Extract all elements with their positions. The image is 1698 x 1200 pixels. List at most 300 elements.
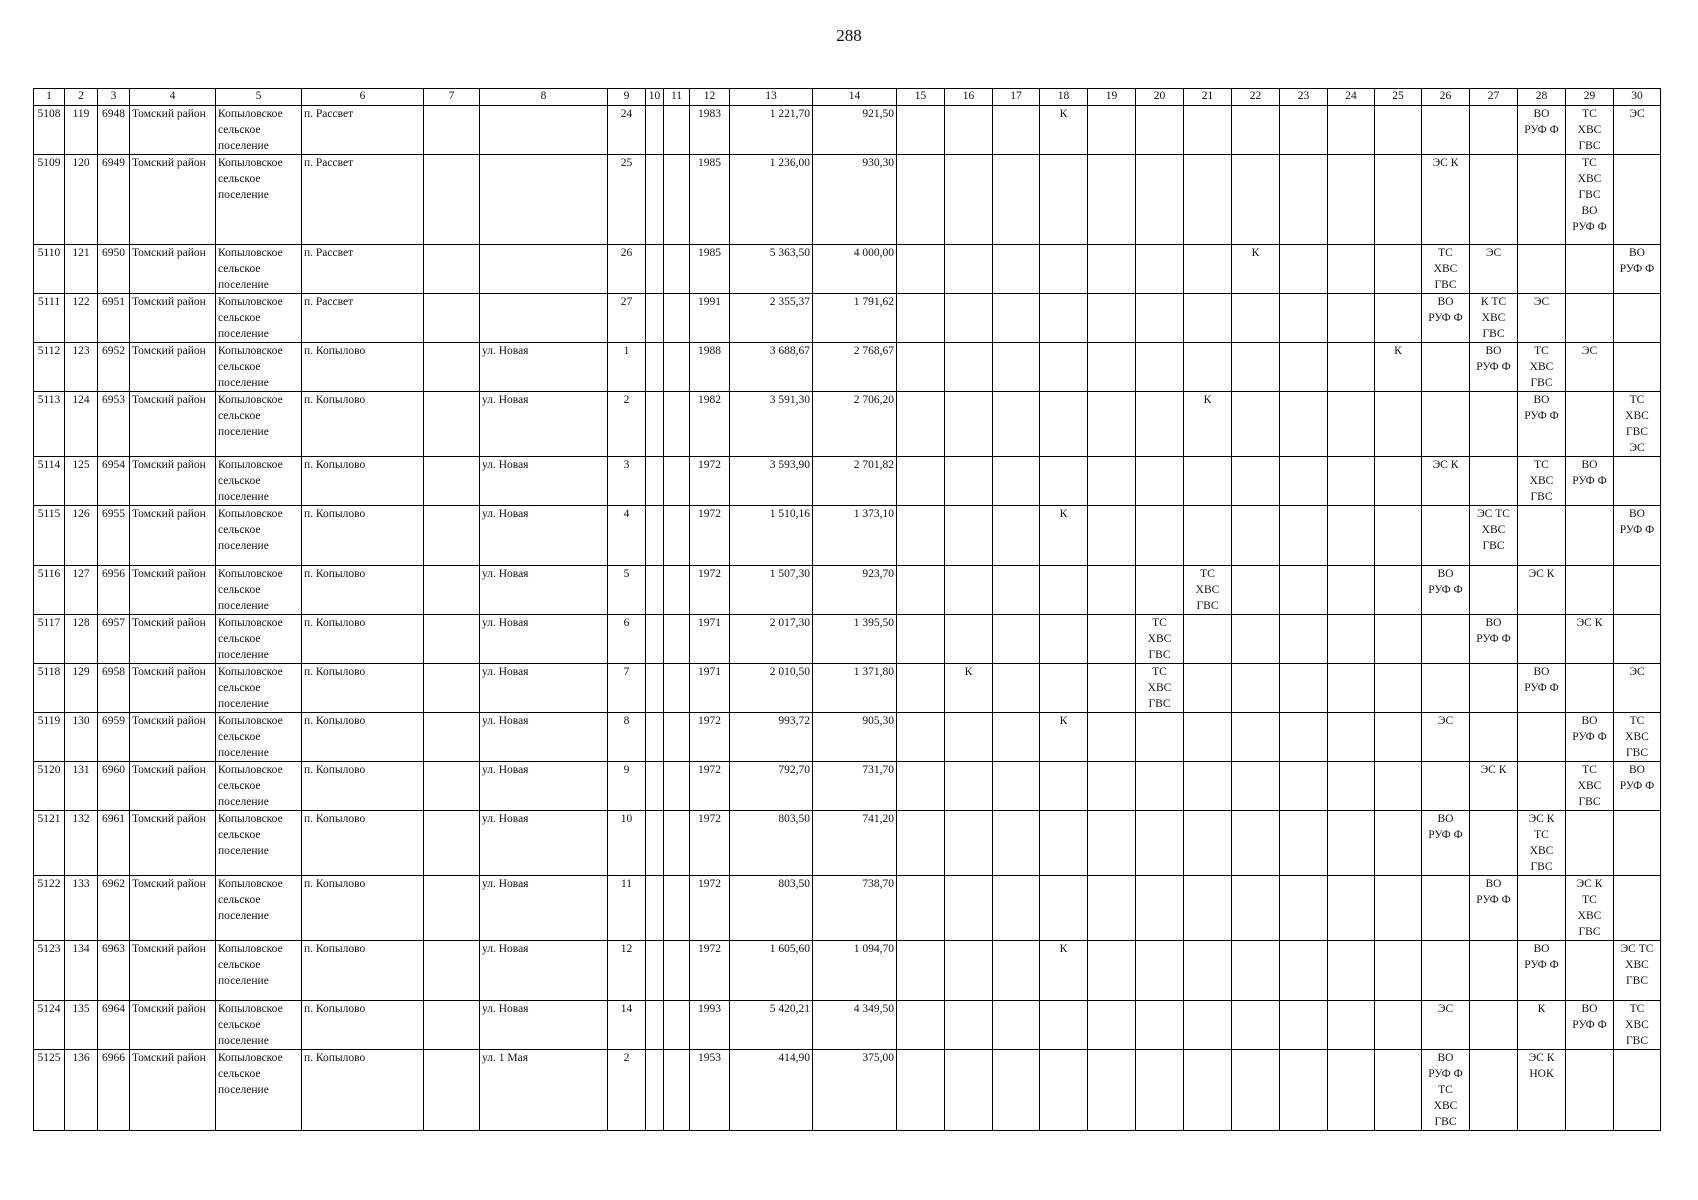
work-type-cell-col-18 bbox=[1040, 245, 1088, 294]
work-type-cell-col-25 bbox=[1375, 762, 1422, 811]
district-cell: Томский район bbox=[130, 811, 216, 876]
living-area-cell: 1 791,62 bbox=[813, 294, 897, 343]
table-row bbox=[34, 876, 1661, 941]
work-type-cell-col-17 bbox=[993, 876, 1040, 941]
locality-cell: п. Копылово bbox=[302, 566, 424, 615]
col10-cell bbox=[646, 392, 664, 457]
settlement-cell: Копыловское сельское поселение bbox=[216, 392, 302, 457]
work-type-cell-col-27: ЭС bbox=[1470, 245, 1518, 294]
work-type-cell-col-30: ТС ХВС ГВС bbox=[1614, 1001, 1661, 1050]
object-id-cell: 6966 bbox=[98, 1050, 130, 1131]
column-number-21: 21 bbox=[1184, 89, 1232, 106]
table-row bbox=[34, 615, 1661, 664]
district-cell: Томский район bbox=[130, 941, 216, 1001]
work-type-cell-col-20 bbox=[1136, 245, 1184, 294]
work-type-cell-col-19 bbox=[1088, 811, 1136, 876]
work-type-cell-col-21 bbox=[1184, 245, 1232, 294]
work-type-cell-col-17 bbox=[993, 155, 1040, 245]
work-type-cell-col-28: ВО РУФ Ф bbox=[1518, 106, 1566, 155]
work-type-cell-col-15 bbox=[897, 106, 945, 155]
work-type-cell-col-25 bbox=[1375, 106, 1422, 155]
work-type-cell-col-25: К bbox=[1375, 343, 1422, 392]
work-type-cell-col-16 bbox=[945, 106, 993, 155]
column-number-5: 5 bbox=[216, 89, 302, 106]
work-type-cell-col-26: ВО РУФ Ф bbox=[1422, 811, 1470, 876]
column-number-4: 4 bbox=[130, 89, 216, 106]
work-type-cell-col-29 bbox=[1566, 1050, 1614, 1131]
district-cell: Томский район bbox=[130, 762, 216, 811]
column-number-2: 2 bbox=[65, 89, 98, 106]
column-number-12: 12 bbox=[690, 89, 730, 106]
work-type-cell-col-25 bbox=[1375, 1050, 1422, 1131]
table-row bbox=[34, 457, 1661, 506]
sub-number-cell: 119 bbox=[65, 106, 98, 155]
object-id-cell: 6959 bbox=[98, 713, 130, 762]
object-id-cell: 6963 bbox=[98, 941, 130, 1001]
work-type-cell-col-26: ЭС bbox=[1422, 1001, 1470, 1050]
living-area-cell: 2 768,67 bbox=[813, 343, 897, 392]
year-built-cell: 1982 bbox=[690, 392, 730, 457]
col10-cell bbox=[646, 1001, 664, 1050]
work-type-cell-col-23 bbox=[1280, 294, 1328, 343]
living-area-cell: 738,70 bbox=[813, 876, 897, 941]
living-area-cell: 4 349,50 bbox=[813, 1001, 897, 1050]
row-number-cell: 5111 bbox=[34, 294, 65, 343]
work-type-cell-col-24 bbox=[1328, 1001, 1375, 1050]
total-area-cell: 803,50 bbox=[730, 876, 813, 941]
year-built-cell: 1972 bbox=[690, 506, 730, 566]
col7-cell bbox=[424, 506, 480, 566]
work-type-cell-col-15 bbox=[897, 566, 945, 615]
work-type-cell-col-27: ЭС ТС ХВС ГВС bbox=[1470, 506, 1518, 566]
row-number-cell: 5110 bbox=[34, 245, 65, 294]
work-type-cell-col-24 bbox=[1328, 1050, 1375, 1131]
work-type-cell-col-30: ВО РУФ Ф bbox=[1614, 762, 1661, 811]
work-type-cell-col-23 bbox=[1280, 506, 1328, 566]
sub-number-cell: 134 bbox=[65, 941, 98, 1001]
work-type-cell-col-17 bbox=[993, 664, 1040, 713]
work-type-cell-col-28: ТС ХВС ГВС bbox=[1518, 343, 1566, 392]
object-id-cell: 6960 bbox=[98, 762, 130, 811]
col11-cell bbox=[664, 245, 690, 294]
row-number-cell: 5109 bbox=[34, 155, 65, 245]
work-type-cell-col-24 bbox=[1328, 106, 1375, 155]
work-type-cell-col-16 bbox=[945, 762, 993, 811]
table-row bbox=[34, 245, 1661, 294]
work-type-cell-col-18 bbox=[1040, 1050, 1088, 1131]
object-id-cell: 6951 bbox=[98, 294, 130, 343]
total-area-cell: 1 236,00 bbox=[730, 155, 813, 245]
work-type-cell-col-19 bbox=[1088, 343, 1136, 392]
work-type-cell-col-19 bbox=[1088, 876, 1136, 941]
work-type-cell-col-30 bbox=[1614, 876, 1661, 941]
work-type-cell-col-15 bbox=[897, 615, 945, 664]
district-cell: Томский район bbox=[130, 245, 216, 294]
work-type-cell-col-22 bbox=[1232, 106, 1280, 155]
column-number-29: 29 bbox=[1566, 89, 1614, 106]
work-type-cell-col-24 bbox=[1328, 155, 1375, 245]
work-type-cell-col-30 bbox=[1614, 155, 1661, 245]
sub-number-cell: 125 bbox=[65, 457, 98, 506]
col10-cell bbox=[646, 713, 664, 762]
work-type-cell-col-18: К bbox=[1040, 713, 1088, 762]
work-type-cell-col-20 bbox=[1136, 106, 1184, 155]
housing-register-table bbox=[33, 88, 1661, 1131]
living-area-cell: 905,30 bbox=[813, 713, 897, 762]
year-built-cell: 1983 bbox=[690, 106, 730, 155]
street-cell: ул. Новая bbox=[480, 713, 608, 762]
total-area-cell: 3 688,67 bbox=[730, 343, 813, 392]
table-row bbox=[34, 343, 1661, 392]
work-type-cell-col-26 bbox=[1422, 392, 1470, 457]
work-type-cell-col-15 bbox=[897, 155, 945, 245]
col7-cell bbox=[424, 941, 480, 1001]
col11-cell bbox=[664, 392, 690, 457]
work-type-cell-col-25 bbox=[1375, 457, 1422, 506]
work-type-cell-col-27 bbox=[1470, 1050, 1518, 1131]
work-type-cell-col-29: ВО РУФ Ф bbox=[1566, 1001, 1614, 1050]
year-built-cell: 1972 bbox=[690, 762, 730, 811]
work-type-cell-col-29 bbox=[1566, 392, 1614, 457]
work-type-cell-col-27: ВО РУФ Ф bbox=[1470, 343, 1518, 392]
house-number-cell: 5 bbox=[608, 566, 646, 615]
work-type-cell-col-28: ТС ХВС ГВС bbox=[1518, 457, 1566, 506]
work-type-cell-col-28 bbox=[1518, 506, 1566, 566]
col11-cell bbox=[664, 106, 690, 155]
house-number-cell: 24 bbox=[608, 106, 646, 155]
work-type-cell-col-24 bbox=[1328, 811, 1375, 876]
work-type-cell-col-21 bbox=[1184, 1050, 1232, 1131]
house-number-cell: 10 bbox=[608, 811, 646, 876]
sub-number-cell: 135 bbox=[65, 1001, 98, 1050]
work-type-cell-col-24 bbox=[1328, 294, 1375, 343]
work-type-cell-col-27 bbox=[1470, 392, 1518, 457]
district-cell: Томский район bbox=[130, 106, 216, 155]
locality-cell: п. Копылово bbox=[302, 1050, 424, 1131]
work-type-cell-col-20 bbox=[1136, 294, 1184, 343]
column-number-3: 3 bbox=[98, 89, 130, 106]
column-number-26: 26 bbox=[1422, 89, 1470, 106]
work-type-cell-col-15 bbox=[897, 664, 945, 713]
work-type-cell-col-21: К bbox=[1184, 392, 1232, 457]
work-type-cell-col-22 bbox=[1232, 811, 1280, 876]
street-cell bbox=[480, 245, 608, 294]
work-type-cell-col-19 bbox=[1088, 1001, 1136, 1050]
col11-cell bbox=[664, 343, 690, 392]
house-number-cell: 9 bbox=[608, 762, 646, 811]
col10-cell bbox=[646, 941, 664, 1001]
work-type-cell-col-29: ТС ХВС ГВС ВО РУФ Ф bbox=[1566, 155, 1614, 245]
work-type-cell-col-28 bbox=[1518, 615, 1566, 664]
work-type-cell-col-29 bbox=[1566, 566, 1614, 615]
work-type-cell-col-23 bbox=[1280, 713, 1328, 762]
work-type-cell-col-29: ЭС К bbox=[1566, 615, 1614, 664]
col10-cell bbox=[646, 343, 664, 392]
work-type-cell-col-18 bbox=[1040, 615, 1088, 664]
house-number-cell: 6 bbox=[608, 615, 646, 664]
total-area-cell: 1 605,60 bbox=[730, 941, 813, 1001]
col7-cell bbox=[424, 106, 480, 155]
object-id-cell: 6957 bbox=[98, 615, 130, 664]
column-number-1: 1 bbox=[34, 89, 65, 106]
district-cell: Томский район bbox=[130, 457, 216, 506]
work-type-cell-col-30: ВО РУФ Ф bbox=[1614, 245, 1661, 294]
work-type-cell-col-24 bbox=[1328, 506, 1375, 566]
work-type-cell-col-26 bbox=[1422, 762, 1470, 811]
col7-cell bbox=[424, 762, 480, 811]
living-area-cell: 2 701,82 bbox=[813, 457, 897, 506]
work-type-cell-col-20 bbox=[1136, 1050, 1184, 1131]
work-type-cell-col-26: ВО РУФ Ф bbox=[1422, 566, 1470, 615]
col7-cell bbox=[424, 713, 480, 762]
row-number-cell: 5113 bbox=[34, 392, 65, 457]
work-type-cell-col-23 bbox=[1280, 1001, 1328, 1050]
work-type-cell-col-27 bbox=[1470, 664, 1518, 713]
work-type-cell-col-24 bbox=[1328, 457, 1375, 506]
work-type-cell-col-26 bbox=[1422, 106, 1470, 155]
work-type-cell-col-21: ТС ХВС ГВС bbox=[1184, 566, 1232, 615]
house-number-cell: 14 bbox=[608, 1001, 646, 1050]
work-type-cell-col-27 bbox=[1470, 566, 1518, 615]
work-type-cell-col-25 bbox=[1375, 713, 1422, 762]
column-number-6: 6 bbox=[302, 89, 424, 106]
work-type-cell-col-15 bbox=[897, 343, 945, 392]
work-type-cell-col-26 bbox=[1422, 506, 1470, 566]
work-type-cell-col-25 bbox=[1375, 245, 1422, 294]
table-row bbox=[34, 664, 1661, 713]
col7-cell bbox=[424, 343, 480, 392]
work-type-cell-col-19 bbox=[1088, 245, 1136, 294]
work-type-cell-col-16 bbox=[945, 1050, 993, 1131]
sub-number-cell: 121 bbox=[65, 245, 98, 294]
col10-cell bbox=[646, 566, 664, 615]
col7-cell bbox=[424, 245, 480, 294]
work-type-cell-col-16 bbox=[945, 294, 993, 343]
object-id-cell: 6962 bbox=[98, 876, 130, 941]
work-type-cell-col-17 bbox=[993, 1001, 1040, 1050]
col7-cell bbox=[424, 1001, 480, 1050]
work-type-cell-col-22 bbox=[1232, 664, 1280, 713]
year-built-cell: 1972 bbox=[690, 566, 730, 615]
work-type-cell-col-19 bbox=[1088, 664, 1136, 713]
col11-cell bbox=[664, 664, 690, 713]
work-type-cell-col-15 bbox=[897, 1050, 945, 1131]
table-row bbox=[34, 811, 1661, 876]
row-number-cell: 5118 bbox=[34, 664, 65, 713]
column-number-28: 28 bbox=[1518, 89, 1566, 106]
total-area-cell: 2 010,50 bbox=[730, 664, 813, 713]
column-number-27: 27 bbox=[1470, 89, 1518, 106]
work-type-cell-col-16 bbox=[945, 876, 993, 941]
work-type-cell-col-20 bbox=[1136, 811, 1184, 876]
living-area-cell: 923,70 bbox=[813, 566, 897, 615]
work-type-cell-col-15 bbox=[897, 876, 945, 941]
object-id-cell: 6954 bbox=[98, 457, 130, 506]
year-built-cell: 1993 bbox=[690, 1001, 730, 1050]
col10-cell bbox=[646, 615, 664, 664]
street-cell bbox=[480, 294, 608, 343]
work-type-cell-col-28: ВО РУФ Ф bbox=[1518, 664, 1566, 713]
object-id-cell: 6961 bbox=[98, 811, 130, 876]
work-type-cell-col-27 bbox=[1470, 155, 1518, 245]
col11-cell bbox=[664, 713, 690, 762]
work-type-cell-col-20 bbox=[1136, 392, 1184, 457]
col10-cell bbox=[646, 245, 664, 294]
settlement-cell: Копыловское сельское поселение bbox=[216, 1050, 302, 1131]
work-type-cell-col-21 bbox=[1184, 106, 1232, 155]
work-type-cell-col-30: ЭС ТС ХВС ГВС bbox=[1614, 941, 1661, 1001]
col7-cell bbox=[424, 294, 480, 343]
house-number-cell: 3 bbox=[608, 457, 646, 506]
work-type-cell-col-24 bbox=[1328, 941, 1375, 1001]
table-row bbox=[34, 1050, 1661, 1131]
col7-cell bbox=[424, 811, 480, 876]
work-type-cell-col-18 bbox=[1040, 1001, 1088, 1050]
row-number-cell: 5121 bbox=[34, 811, 65, 876]
column-number-18: 18 bbox=[1040, 89, 1088, 106]
work-type-cell-col-24 bbox=[1328, 343, 1375, 392]
settlement-cell: Копыловское сельское поселение bbox=[216, 155, 302, 245]
object-id-cell: 6952 bbox=[98, 343, 130, 392]
column-number-10: 10 bbox=[646, 89, 664, 106]
work-type-cell-col-28 bbox=[1518, 713, 1566, 762]
col7-cell bbox=[424, 1050, 480, 1131]
work-type-cell-col-23 bbox=[1280, 664, 1328, 713]
work-type-cell-col-19 bbox=[1088, 941, 1136, 1001]
object-id-cell: 6955 bbox=[98, 506, 130, 566]
work-type-cell-col-29 bbox=[1566, 664, 1614, 713]
row-number-cell: 5120 bbox=[34, 762, 65, 811]
sub-number-cell: 131 bbox=[65, 762, 98, 811]
total-area-cell: 2 355,37 bbox=[730, 294, 813, 343]
work-type-cell-col-24 bbox=[1328, 615, 1375, 664]
settlement-cell: Копыловское сельское поселение bbox=[216, 294, 302, 343]
work-type-cell-col-25 bbox=[1375, 941, 1422, 1001]
settlement-cell: Копыловское сельское поселение bbox=[216, 1001, 302, 1050]
work-type-cell-col-16 bbox=[945, 245, 993, 294]
year-built-cell: 1985 bbox=[690, 155, 730, 245]
work-type-cell-col-27: К ТС ХВС ГВС bbox=[1470, 294, 1518, 343]
district-cell: Томский район bbox=[130, 1050, 216, 1131]
work-type-cell-col-15 bbox=[897, 762, 945, 811]
work-type-cell-col-17 bbox=[993, 615, 1040, 664]
locality-cell: п. Копылово bbox=[302, 343, 424, 392]
work-type-cell-col-15 bbox=[897, 1001, 945, 1050]
street-cell: ул. Новая bbox=[480, 941, 608, 1001]
work-type-cell-col-18: К bbox=[1040, 941, 1088, 1001]
sub-number-cell: 133 bbox=[65, 876, 98, 941]
work-type-cell-col-19 bbox=[1088, 392, 1136, 457]
living-area-cell: 1 094,70 bbox=[813, 941, 897, 1001]
locality-cell: п. Копылово bbox=[302, 457, 424, 506]
sub-number-cell: 129 bbox=[65, 664, 98, 713]
work-type-cell-col-30 bbox=[1614, 1050, 1661, 1131]
row-number-cell: 5117 bbox=[34, 615, 65, 664]
district-cell: Томский район bbox=[130, 566, 216, 615]
district-cell: Томский район bbox=[130, 615, 216, 664]
work-type-cell-col-20: ТС ХВС ГВС bbox=[1136, 615, 1184, 664]
work-type-cell-col-17 bbox=[993, 1050, 1040, 1131]
table-row bbox=[34, 1001, 1661, 1050]
work-type-cell-col-30: ЭС bbox=[1614, 106, 1661, 155]
work-type-cell-col-30 bbox=[1614, 811, 1661, 876]
house-number-cell: 7 bbox=[608, 664, 646, 713]
work-type-cell-col-16 bbox=[945, 457, 993, 506]
column-number-9: 9 bbox=[608, 89, 646, 106]
living-area-cell: 921,50 bbox=[813, 106, 897, 155]
year-built-cell: 1971 bbox=[690, 615, 730, 664]
settlement-cell: Копыловское сельское поселение bbox=[216, 245, 302, 294]
district-cell: Томский район bbox=[130, 506, 216, 566]
work-type-cell-col-25 bbox=[1375, 811, 1422, 876]
col10-cell bbox=[646, 106, 664, 155]
work-type-cell-col-20 bbox=[1136, 506, 1184, 566]
district-cell: Томский район bbox=[130, 155, 216, 245]
settlement-cell: Копыловское сельское поселение bbox=[216, 762, 302, 811]
work-type-cell-col-28 bbox=[1518, 762, 1566, 811]
total-area-cell: 5 420,21 bbox=[730, 1001, 813, 1050]
work-type-cell-col-15 bbox=[897, 294, 945, 343]
column-number-7: 7 bbox=[424, 89, 480, 106]
work-type-cell-col-18 bbox=[1040, 566, 1088, 615]
work-type-cell-col-30: ВО РУФ Ф bbox=[1614, 506, 1661, 566]
col11-cell bbox=[664, 1050, 690, 1131]
sub-number-cell: 123 bbox=[65, 343, 98, 392]
work-type-cell-col-28: К bbox=[1518, 1001, 1566, 1050]
street-cell bbox=[480, 155, 608, 245]
sub-number-cell: 120 bbox=[65, 155, 98, 245]
work-type-cell-col-17 bbox=[993, 457, 1040, 506]
street-cell bbox=[480, 106, 608, 155]
work-type-cell-col-23 bbox=[1280, 155, 1328, 245]
col10-cell bbox=[646, 811, 664, 876]
work-type-cell-col-27 bbox=[1470, 941, 1518, 1001]
district-cell: Томский район bbox=[130, 343, 216, 392]
column-number-25: 25 bbox=[1375, 89, 1422, 106]
object-id-cell: 6958 bbox=[98, 664, 130, 713]
house-number-cell: 2 bbox=[608, 1050, 646, 1131]
locality-cell: п. Рассвет bbox=[302, 155, 424, 245]
total-area-cell: 1 510,16 bbox=[730, 506, 813, 566]
col11-cell bbox=[664, 566, 690, 615]
work-type-cell-col-29 bbox=[1566, 811, 1614, 876]
house-number-cell: 8 bbox=[608, 713, 646, 762]
work-type-cell-col-15 bbox=[897, 392, 945, 457]
work-type-cell-col-22 bbox=[1232, 615, 1280, 664]
house-number-cell: 1 bbox=[608, 343, 646, 392]
work-type-cell-col-22 bbox=[1232, 457, 1280, 506]
table-row bbox=[34, 294, 1661, 343]
object-id-cell: 6953 bbox=[98, 392, 130, 457]
work-type-cell-col-29: ВО РУФ Ф bbox=[1566, 713, 1614, 762]
street-cell: ул. Новая bbox=[480, 392, 608, 457]
work-type-cell-col-27 bbox=[1470, 1001, 1518, 1050]
total-area-cell: 2 017,30 bbox=[730, 615, 813, 664]
work-type-cell-col-17 bbox=[993, 713, 1040, 762]
work-type-cell-col-16 bbox=[945, 1001, 993, 1050]
col11-cell bbox=[664, 762, 690, 811]
settlement-cell: Копыловское сельское поселение bbox=[216, 506, 302, 566]
work-type-cell-col-27: ЭС К bbox=[1470, 762, 1518, 811]
district-cell: Томский район bbox=[130, 294, 216, 343]
work-type-cell-col-26: ВО РУФ Ф ТС ХВС ГВС bbox=[1422, 1050, 1470, 1131]
work-type-cell-col-20 bbox=[1136, 762, 1184, 811]
work-type-cell-col-26 bbox=[1422, 876, 1470, 941]
living-area-cell: 2 706,20 bbox=[813, 392, 897, 457]
work-type-cell-col-26 bbox=[1422, 664, 1470, 713]
work-type-cell-col-19 bbox=[1088, 566, 1136, 615]
work-type-cell-col-24 bbox=[1328, 245, 1375, 294]
